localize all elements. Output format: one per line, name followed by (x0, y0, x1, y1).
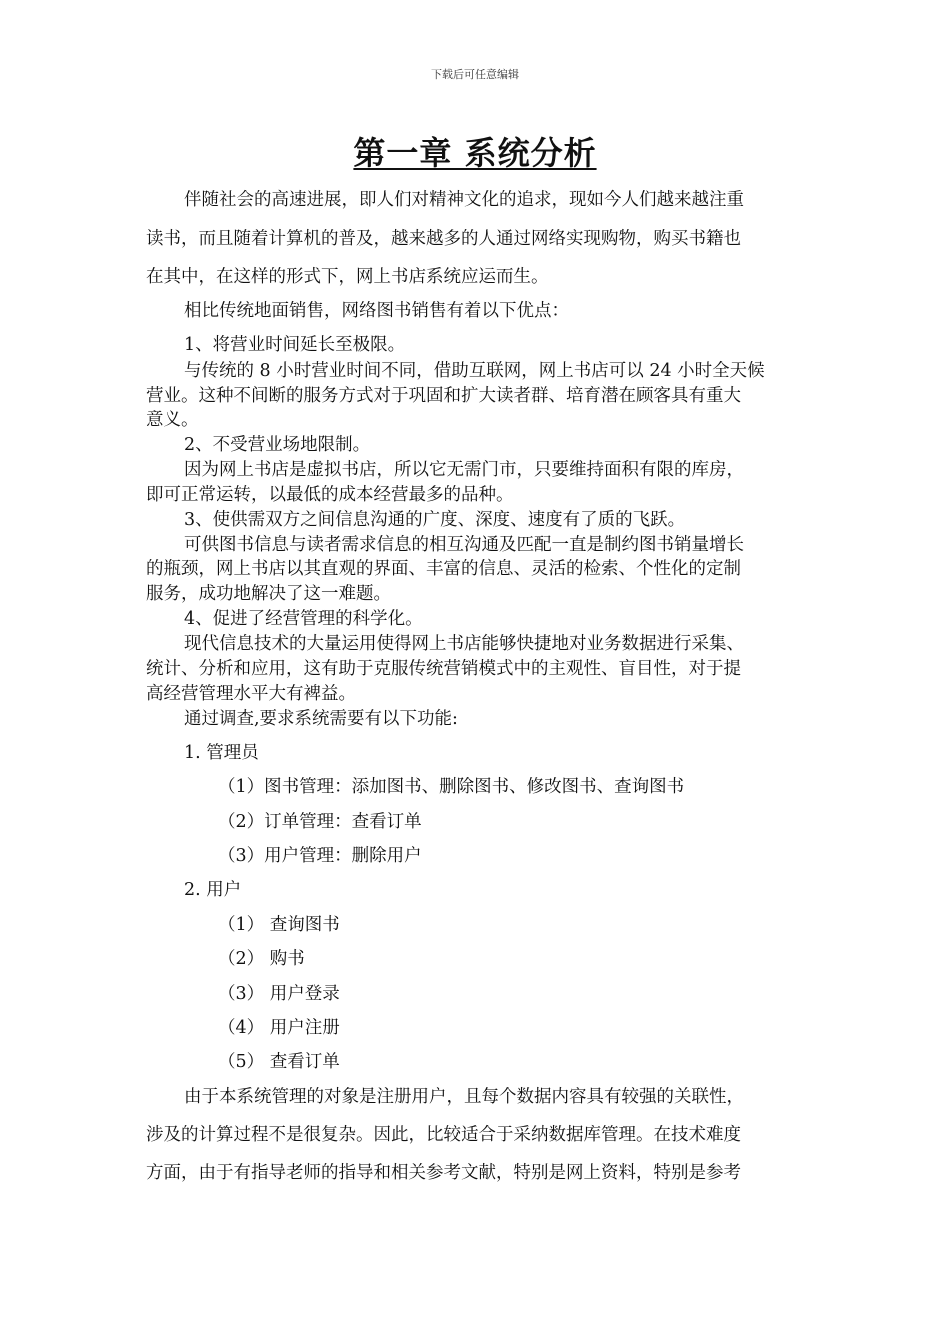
paragraph-line: 现代信息技术的大量运用使得网上书店能够快捷地对业务数据进行采集、 (184, 634, 744, 654)
function-group-admin: 1. 管理员 (184, 743, 259, 763)
function-item: （1） 查询图书 (218, 915, 340, 935)
function-item: （4） 用户注册 (218, 1018, 340, 1038)
paragraph-line: 通过调查,要求系统需要有以下功能: (184, 709, 458, 729)
paragraph-line: 统计、分析和应用，这有助于克服传统营销模式中的主观性、盲目性，对于提 (146, 659, 741, 679)
paragraph-line: 读书，而且随着计算机的普及，越来越多的人通过网络实现购物，购买书籍也 (146, 229, 741, 249)
function-item: （5） 查看订单 (218, 1052, 340, 1072)
paragraph-line: 因为网上书店是虚拟书店，所以它无需门市，只要维持面积有限的库房， (184, 460, 744, 480)
paragraph-line: 服务，成功地解决了这一难题。 (146, 584, 391, 604)
page-header: 下载后可任意编辑 (431, 68, 519, 81)
function-item: （1）图书管理：添加图书、删除图书、修改图书、查询图书 (218, 777, 685, 797)
paragraph-line: 高经营管理水平大有裨益。 (146, 684, 356, 704)
list-heading: 2、不受营业场地限制。 (184, 435, 371, 455)
function-item: （2）订单管理：查看订单 (218, 812, 422, 832)
paragraph-line: 可供图书信息与读者需求信息的相互沟通及匹配一直是制约图书销量增长 (184, 535, 744, 555)
paragraph-line: 营业。这种不间断的服务方式对于巩固和扩大读者群、培育潜在顾客具有重大 (146, 386, 741, 406)
paragraph-line: 方面，由于有指导老师的指导和相关参考文献，特别是网上资料，特别是参考 (146, 1163, 741, 1183)
list-heading: 3、使供需双方之间信息沟通的广度、深度、速度有了质的飞跃。 (184, 510, 686, 530)
function-item: （2） 购书 (218, 949, 305, 969)
paragraph-line: 即可正常运转，以最低的成本经营最多的品种。 (146, 485, 514, 505)
paragraph-line: 伴随社会的高速进展，即人们对精神文化的追求，现如今人们越来越注重 (184, 190, 744, 210)
paragraph-line: 意义。 (146, 410, 199, 430)
paragraph-line: 涉及的计算过程不是很复杂。因此，比较适合于采纳数据库管理。在技术难度 (146, 1125, 741, 1145)
list-heading: 1、将营业时间延长至极限。 (184, 335, 406, 355)
paragraph-line: 与传统的 8 小时营业时间不同，借助互联网，网上书店可以 24 小时全天候 (184, 361, 765, 381)
function-item: （3）用户管理：删除用户 (218, 846, 422, 866)
chapter-title: 第一章 系统分析 (353, 134, 597, 172)
paragraph-line: 由于本系统管理的对象是注册用户，且每个数据内容具有较强的关联性， (184, 1087, 744, 1107)
paragraph-line: 的瓶颈，网上书店以其直观的界面、丰富的信息、灵活的检索、个性化的定制 (146, 559, 741, 579)
paragraph-line: 在其中，在这样的形式下，网上书店系统应运而生。 (146, 267, 549, 287)
paragraph-line: 相比传统地面销售，网络图书销售有着以下优点： (184, 301, 569, 321)
function-group-user: 2. 用户 (184, 880, 242, 900)
function-item: （3） 用户登录 (218, 984, 340, 1004)
list-heading: 4、促进了经营管理的科学化。 (184, 609, 423, 629)
